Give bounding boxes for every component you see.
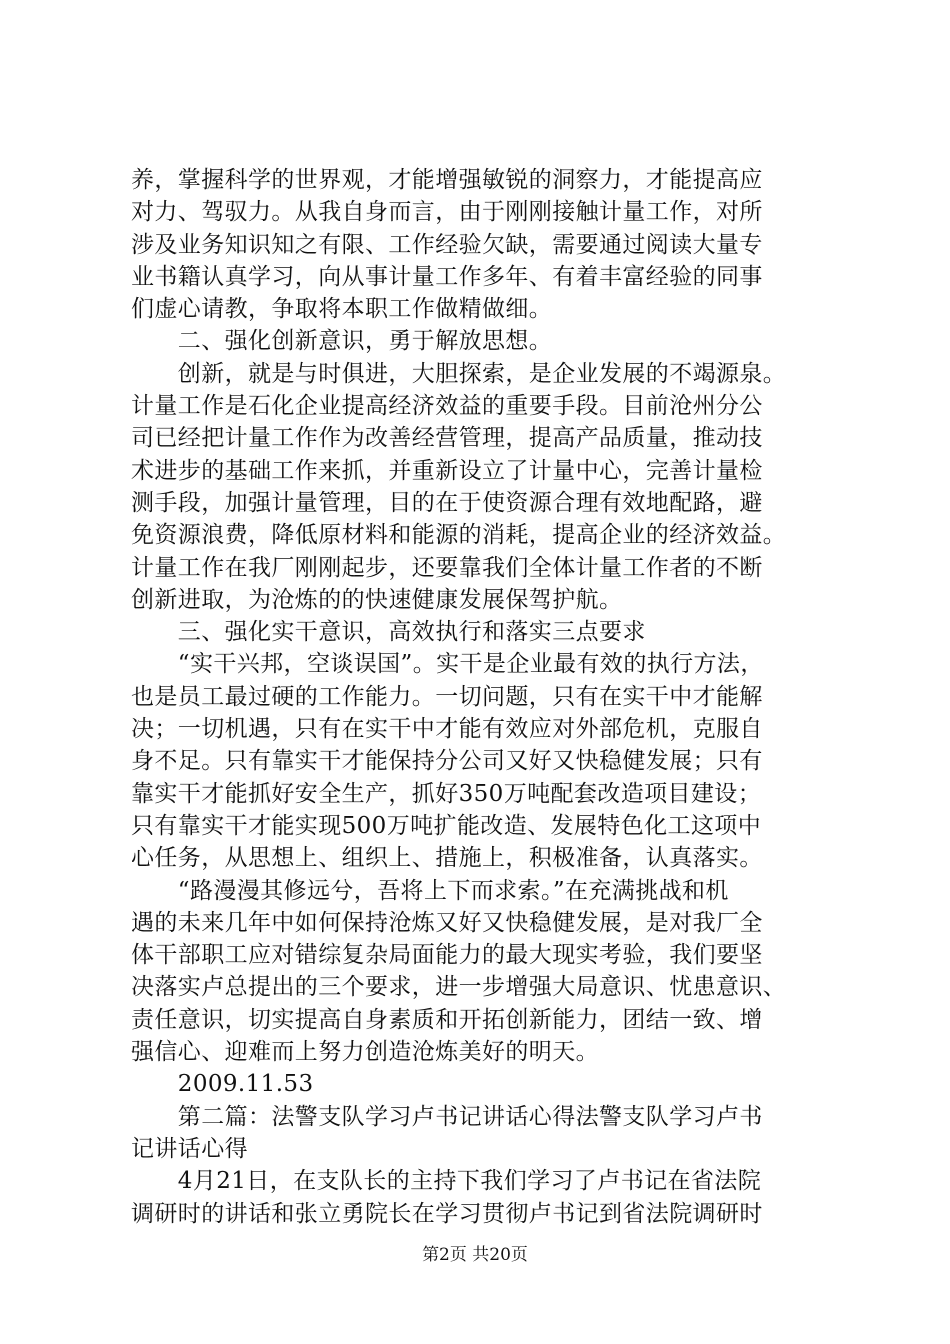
chapter-title: 第二篇：法警支队学习卢书记讲话心得法警支队学习卢书 xyxy=(131,1103,763,1130)
text-line: 业书籍认真学习，向从事计量工作多年、有着丰富经验的同事 xyxy=(131,263,763,290)
text-line: 养，掌握科学的世界观，才能增强敏锐的洞察力，才能提高应 xyxy=(131,167,763,193)
section-heading: 三、强化实干意识，高效执行和落实三点要求 xyxy=(131,619,646,646)
chapter-title: 记讲话心得 xyxy=(131,1135,248,1162)
text-line: 对力、驾驭力。从我自身而言，由于刚刚接触计量工作，对所 xyxy=(131,199,763,226)
text-line: 调研时的讲话和张立勇院长在学习贯彻卢书记到省法院调研时 xyxy=(131,1200,763,1227)
text-line: 只有靠实干才能实现500万吨扩能改造、发展特色化工这项中 xyxy=(131,812,762,839)
text-line: 创新，就是与时俱进，大胆探索，是企业发展的不竭源泉。 xyxy=(131,360,787,387)
text-line: 4月21日，在支队长的主持下我们学习了卢书记在省法院 xyxy=(131,1168,762,1195)
text-line: 强信心、迎难而上努力创造沧炼美好的明天。 xyxy=(131,1039,599,1066)
text-line: 也是员工最过硬的工作能力。一切问题，只有在实干中才能解 xyxy=(131,683,763,710)
text-line: 体干部职工应对错综复杂局面能力的最大现实考验，我们要坚 xyxy=(131,942,763,969)
text-line: 计量工作是石化企业提高经济效益的重要手段。目前沧州分公 xyxy=(131,393,763,420)
text-line: 靠实干才能抓好安全生产，抓好350万吨配套改造项目建设； xyxy=(131,780,762,807)
text-line: 们虚心请教，争取将本职工作做精做细。 xyxy=(131,296,553,323)
text-line: “实干兴邦，空谈误国”。实干是企业最有效的执行方法， xyxy=(131,651,764,678)
date-line: 2009.11.53 xyxy=(131,1071,314,1098)
text-line: 司已经把计量工作作为改善经营管理，提高产品质量，推动技 xyxy=(131,425,763,452)
text-line: “路漫漫其修远兮，吾将上下而求索。”在充满挑战和机 xyxy=(131,877,729,904)
text-line: 术进步的基础工作来抓，并重新设立了计量中心，完善计量检 xyxy=(131,457,763,484)
text-line: 测手段，加强计量管理，目的在于使资源合理有效地配路，避 xyxy=(131,489,763,516)
text-line: 免资源浪费，降低原材料和能源的消耗，提高企业的经济效益。 xyxy=(131,522,787,549)
text-line: 遇的未来几年中如何保持沧炼又好又快稳健发展，是对我厂全 xyxy=(131,909,763,936)
text-line: 身不足。只有靠实干才能保持分公司又好又快稳健发展；只有 xyxy=(131,748,763,775)
text-line: 涉及业务知识知之有限、工作经验欠缺，需要通过阅读大量专 xyxy=(131,231,763,258)
text-line: 心任务，从思想上、组织上、措施上，积极准备，认真落实。 xyxy=(131,845,763,872)
document-body xyxy=(131,164,831,1230)
page-number: 第2页 共20页 xyxy=(422,1245,528,1265)
text-line: 责任意识，切实提高自身素质和开拓创新能力，团结一致、增 xyxy=(131,1006,763,1033)
text-line: 计量工作在我厂刚刚起步，还要靠我们全体计量工作者的不断 xyxy=(131,554,763,581)
text-line: 决；一切机遇，只有在实干中才能有效应对外部危机，克服自 xyxy=(131,716,763,743)
text-line: 决落实卢总提出的三个要求，进一步增强大局意识、忧患意识、 xyxy=(131,974,787,1001)
text-line: 创新进取，为沧炼的的快速健康发展保驾护航。 xyxy=(131,586,623,613)
section-heading: 二、强化创新意识，勇于解放思想。 xyxy=(131,328,553,355)
